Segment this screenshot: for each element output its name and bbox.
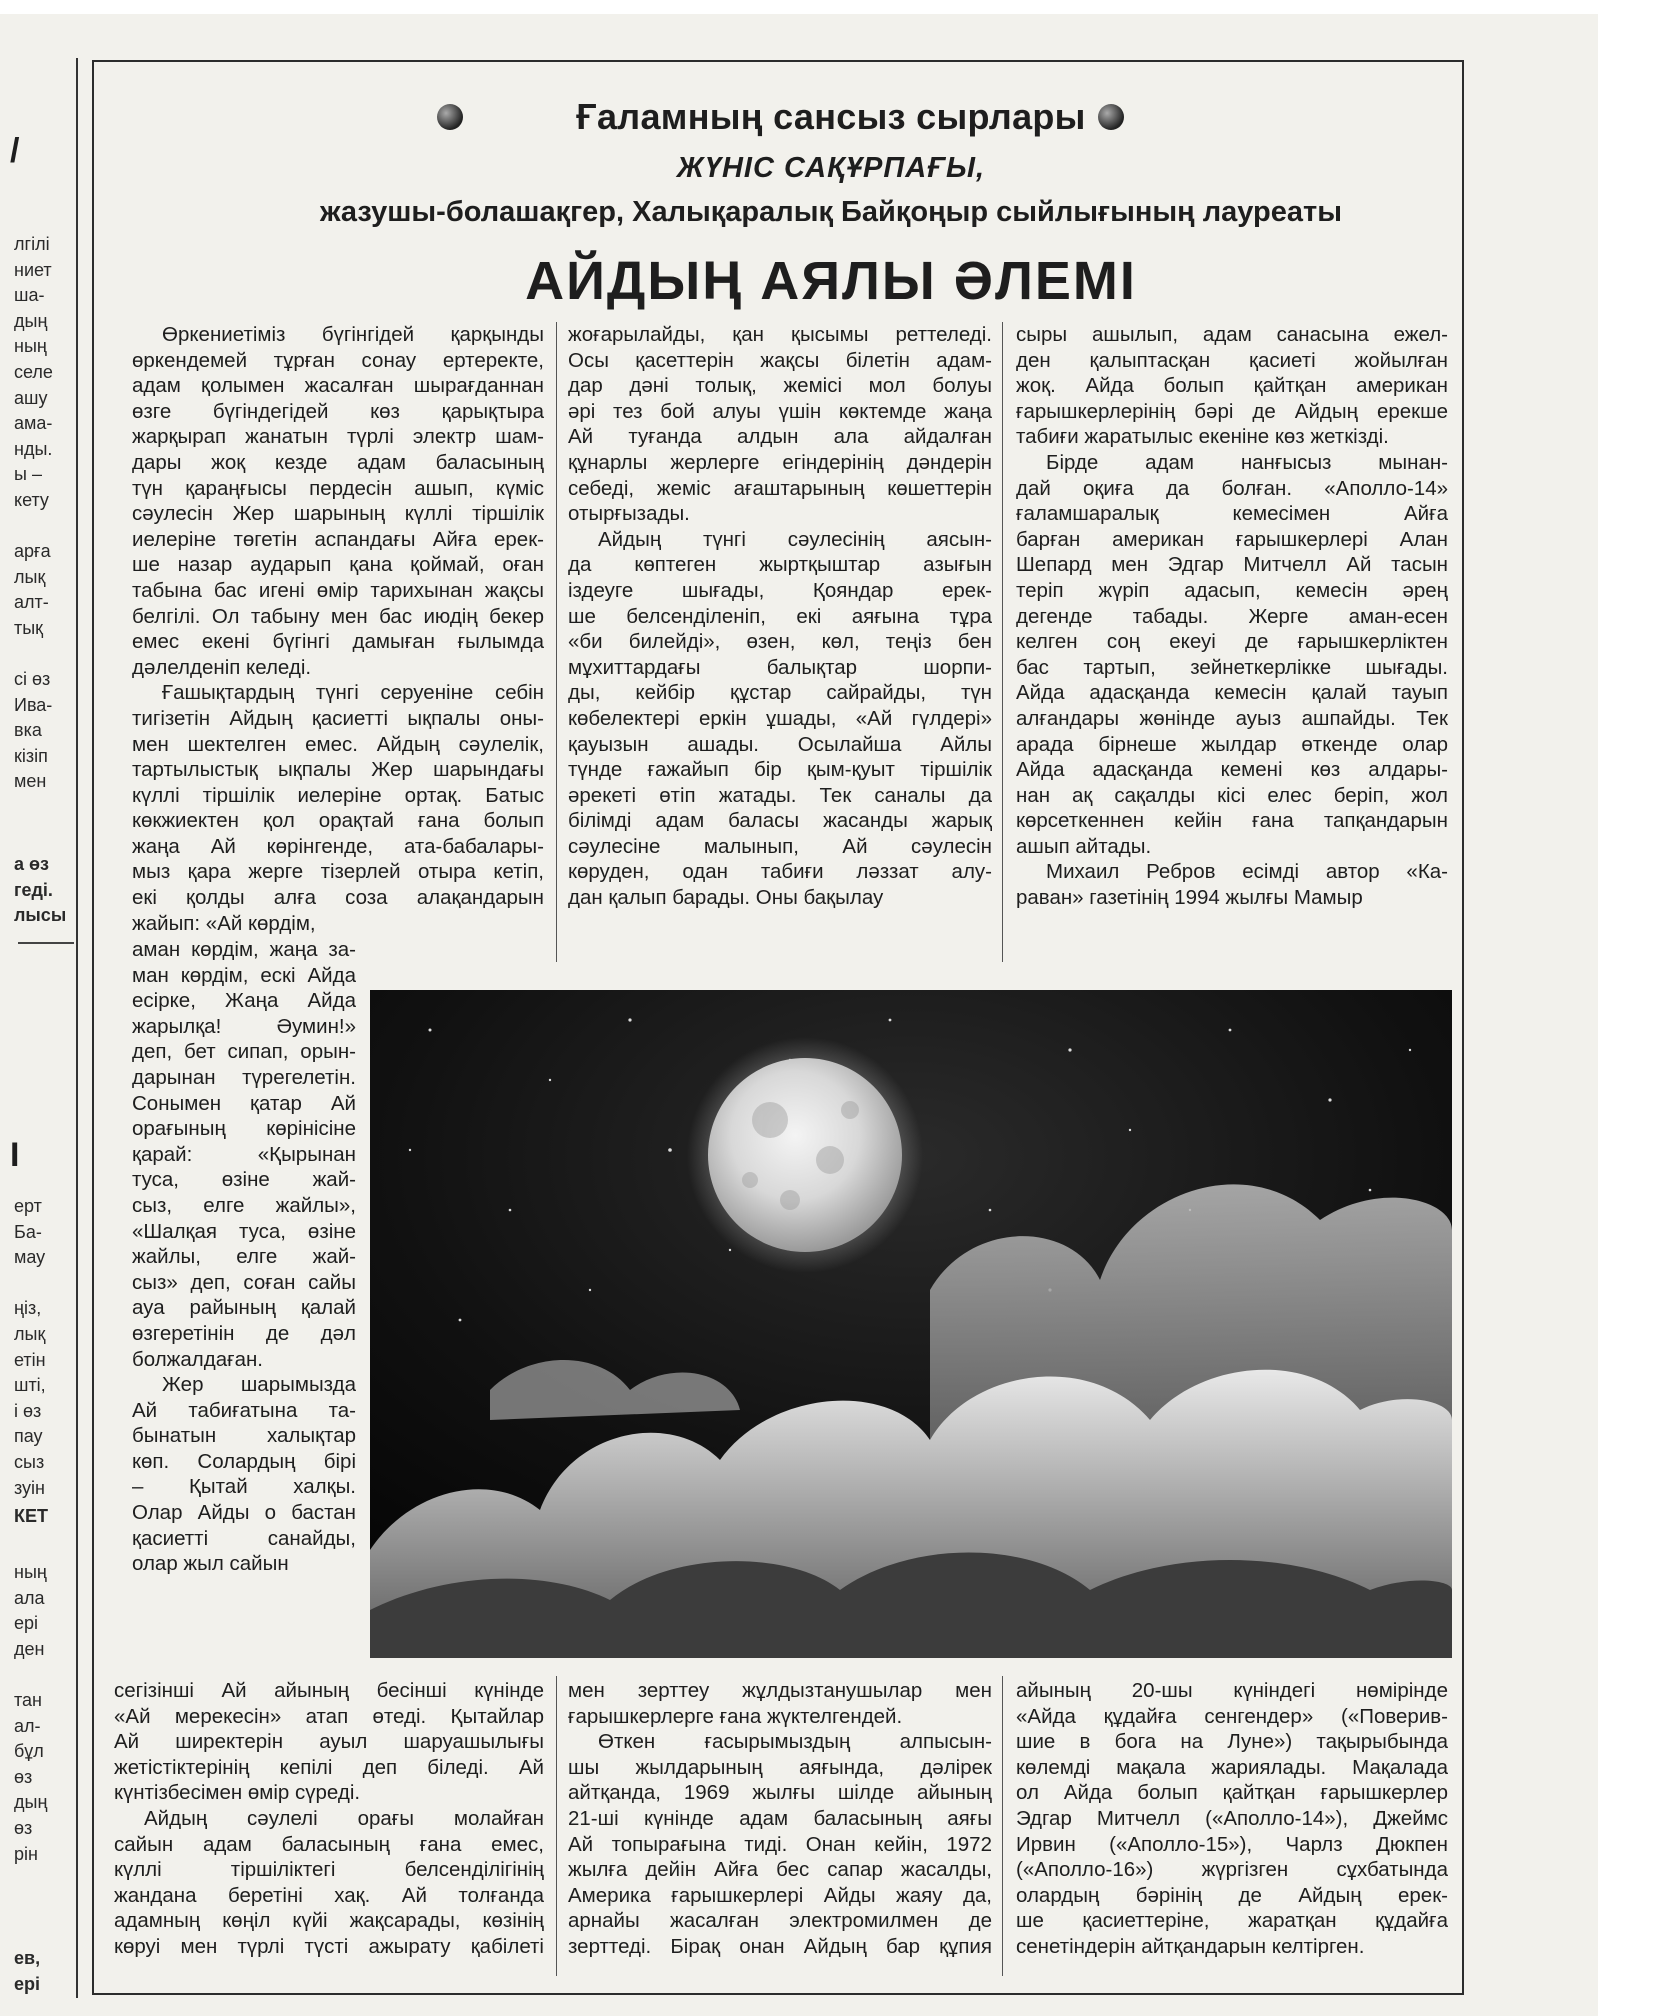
text-line: ғарышкерлерге ғана жүктелгендей. — [568, 1704, 903, 1728]
column-divider — [1002, 1676, 1003, 1976]
fragment-line: ері — [14, 1613, 39, 1634]
fragment-line: ден — [14, 1638, 45, 1659]
fragment-line: а өз — [14, 854, 49, 874]
neighbor-text-b-bold — [14, 1504, 82, 1530]
text-line: сайын адам баласының ғана емес, — [114, 1832, 544, 1856]
column-1-top — [132, 322, 544, 936]
text-line: мен шектелген емес. Айдың сәулелік, — [132, 732, 544, 756]
text-line: Айда адасқанда кемесін қалай тауып — [1016, 681, 1448, 705]
text-line: ше назар аударып қана қоймай, оған — [132, 553, 544, 577]
text-line: Ай табиғатына та- — [132, 1398, 356, 1422]
text-line: сегізінші Ай айының бесінші күнінде — [114, 1679, 544, 1702]
column-3-top — [1016, 322, 1448, 911]
fragment-line: селе — [14, 361, 53, 382]
fragment-line: КЕТ — [14, 1506, 48, 1526]
text-line: көрсеткеннен кейін ғана тапқандарын — [1016, 809, 1448, 833]
fragment-line: ша- — [14, 285, 45, 306]
text-line: жылға дейін Айға бес сапар жасалды, — [568, 1858, 992, 1882]
column-2-bottom — [568, 1678, 992, 1960]
text-line: жарылқа! Әумин!» — [132, 1014, 356, 1038]
text-line: дай оқиға да болған. «Аполло-14» — [1016, 476, 1448, 500]
fragment-line: ның — [14, 336, 47, 357]
fragment-line: лгілі — [14, 234, 50, 254]
fragment-line: нды. — [14, 438, 53, 459]
fragment-line: дың — [14, 310, 48, 331]
fragment-line: зуін — [14, 1477, 45, 1498]
fragment-line: мау — [14, 1247, 46, 1268]
text-line: туса, өзіне жай- — [132, 1168, 356, 1192]
text-line: Айда адасқанда кемені көз алдары- — [1016, 758, 1448, 782]
text-line: айының 20-шы күніндегі нөмірінде — [1016, 1679, 1448, 1702]
text-line: бас тартып, зейнеткерлікке шығады. — [1016, 655, 1448, 679]
fragment-line: өз — [14, 1766, 33, 1787]
text-line: күллі тіршілік иелеріне ортақ. Батыс — [132, 783, 544, 807]
neighbor-text-a — [14, 232, 82, 795]
text-line: ше белсенділеніп, екі аяғына тұра — [568, 604, 992, 628]
text-line: іздеуге шығады, Қояндар ерек- — [568, 578, 992, 602]
text-line: тигізетін Айдың қасиетті ықпалы оны- — [132, 706, 544, 730]
fragment-line: ала — [14, 1587, 45, 1608]
text-line: сыз, елге жайлы», — [132, 1193, 356, 1217]
text-line: ауа райының қалай — [132, 1296, 356, 1320]
fragment-line — [14, 1271, 82, 1297]
fragment-line: арға — [14, 541, 51, 562]
fragment-line: сыз — [14, 1451, 45, 1472]
text-line: олардың бәрінің де Айдың ерек- — [1016, 1883, 1448, 1907]
fragment-line: лық — [14, 566, 46, 587]
text-line: сәулесіне малынып, Ай сәулесін — [568, 834, 992, 858]
column-1-wrap — [132, 937, 356, 1577]
text-line: ғарышкерлерінің бәрі де Айдың ерекше — [1016, 399, 1448, 423]
text-line: дәлелденіп келеді. — [132, 655, 312, 679]
fragment-line: ев, — [14, 1948, 41, 1968]
fragment-line: ері — [14, 1973, 41, 1994]
text-line: табиғи жаратылыс екеніне көз жеткізді. — [1016, 425, 1389, 449]
fragment-line: ның — [14, 1562, 47, 1582]
text-line: жайып: «Ай көрдім, — [132, 911, 316, 935]
text-line: күллі тіршіліктегі белсенділігінің — [114, 1858, 544, 1882]
column-divider — [556, 322, 557, 962]
fragment-line: пау — [14, 1426, 43, 1447]
text-line: Өркениетіміз бүгінгідей қарқынды — [162, 323, 544, 346]
text-line: жоғарылайды, қан қысымы реттеледі. — [568, 323, 992, 346]
text-line: да көптеген жыртқыштар азығын — [568, 553, 992, 577]
text-line: деп, бет сипап, орын- — [132, 1040, 356, 1064]
text-line: түн қараңғысы пердесін ашып, күміс — [132, 476, 544, 500]
text-line: шие в бога на Луне») тақырыбында — [1016, 1730, 1448, 1754]
text-line: емес екені бүгінгі дамыған ғылымда — [132, 630, 544, 654]
text-line: көруі мен түрлі түсті ажырату қабілеті — [114, 1934, 544, 1958]
neighbor-heading: / — [10, 132, 20, 170]
text-line: дар дәні толық, жемісі мол болуы — [568, 374, 992, 398]
column-divider — [1002, 322, 1003, 962]
text-line: Ғашықтардың түнгі серуеніне себін — [162, 681, 544, 705]
text-line: бынатын халықтар — [132, 1424, 356, 1448]
fragment-line: лысы — [14, 905, 67, 926]
text-line: көбелектері еркін ұшады, «Ай гүлдері» — [568, 706, 992, 730]
text-line: Ай ширектерін ауыл шаруашылығы — [114, 1730, 544, 1754]
fragment-line: дың — [14, 1792, 48, 1813]
text-line: Ай топырағына тиді. Онан кейін, 1972 — [568, 1832, 992, 1856]
column-1-bottom — [114, 1678, 544, 1960]
text-line: алғандары жөнінде ауыз ашпайды. Тек — [1016, 706, 1448, 730]
text-line: Жер шарымызда — [162, 1373, 356, 1397]
fragment-line: етін — [14, 1349, 46, 1370]
fragment-line — [14, 642, 82, 668]
fragment-line: ерт — [14, 1196, 42, 1216]
text-line: әрекеті өтіп жатады. Тек саналы да — [568, 783, 992, 807]
text-line: Айдың түнгі сәулесінің аясын- — [598, 527, 992, 551]
fragment-line: кету — [14, 489, 49, 510]
text-line: жетістіктерінің кепілі деп біледі. Ай — [114, 1755, 544, 1779]
neighbor-text-c-bold — [14, 1946, 82, 1997]
fragment-line: ы – — [14, 464, 42, 485]
rubric: Ғаламның сансыз сырлары — [576, 96, 1086, 137]
text-line: сенетіндерін айтқандарын келтірген. — [1016, 1934, 1365, 1958]
scan-margin-top — [0, 0, 1662, 14]
text-line: дарынан түрегелетін. — [132, 1065, 356, 1089]
neighbor-text-b — [14, 1194, 82, 1501]
text-line: тартылыстық ықпалы Жер шарындағы — [132, 758, 544, 782]
fragment-line: геді. — [14, 879, 53, 900]
fragment-line: вка — [14, 720, 42, 741]
text-line: ден қалыптасқан қасиеті жойылған — [1016, 348, 1448, 372]
text-line: себеді, жеміс ағаштарының көшеттерін — [568, 476, 992, 500]
text-line: ман көрдім, ескі Айда — [132, 963, 356, 987]
text-line: мұхиттардағы балықтар шорпи- — [568, 655, 992, 679]
text-line: белгілі. Ол табыну мен бас июдің бекер — [132, 604, 544, 628]
divider — [18, 942, 74, 944]
text-line: қауызын ашады. Осылайша Айлы — [568, 732, 992, 756]
text-line: келген соң екеуі де ғарышкерліктен — [1016, 630, 1448, 654]
fragment-line: тан — [14, 1689, 42, 1710]
neighbor-text-a-bold — [14, 852, 82, 929]
column-3-bottom — [1016, 1678, 1448, 1960]
text-line: жандана беретіні хақ. Ай толғанда — [114, 1883, 544, 1907]
text-line: өзгеретінін де дәл — [132, 1321, 356, 1345]
text-line: жоқ. Айда болып қайтқан американ — [1016, 374, 1448, 398]
text-line: көруден, одан табиғи ләззат алу- — [568, 860, 992, 884]
text-line: жаңа Ай көрінгенде, ата-бабалары- — [132, 834, 544, 858]
text-line: өзге бүгіндегідей көз қарықтыра — [132, 399, 544, 423]
fragment-line: лық — [14, 1323, 46, 1344]
author-name: ЖҮНІС САҚҰРПАҒЫ, — [676, 152, 986, 184]
text-line: айтқанда, 1969 жылғы шілде айының — [568, 1781, 992, 1805]
fragment-line: өз — [14, 1817, 33, 1838]
fragment-line — [14, 514, 82, 540]
text-line: дегенде табады. Жерге аман-есен — [1016, 604, 1448, 628]
text-line: сыз» деп, соған сайы — [132, 1270, 356, 1294]
text-line: жарқырап жанатын түрлі электр шам- — [132, 425, 544, 449]
text-line: сыры ашылып, адам санасына ежел- — [1016, 323, 1448, 346]
fragment-line: шті, — [14, 1375, 46, 1396]
text-line: құнарлы жерлерге егіндерінің дәндерін — [568, 450, 992, 474]
text-line: Өткен ғасырымыздың алпысын- — [598, 1730, 992, 1754]
author-role: жазушы-болашақгер, Халықаралық Байқоңыр сыйлығының лауреаты — [320, 196, 1342, 228]
fragment-line: сі өз — [14, 669, 51, 690]
text-line: екі қолды алға соза алақандарын — [132, 886, 544, 910]
text-line: шы жылдарының аяғында, дәлірек — [568, 1755, 992, 1779]
text-line: дан қалып барады. Оны бақылау — [568, 886, 884, 910]
text-line: аман көрдім, жаңа за- — [132, 938, 356, 961]
text-line: арнайы жасалған электромилмен де — [568, 1909, 992, 1933]
text-line: адамның көңіл күйі жақсарады, көзінің — [114, 1909, 544, 1933]
text-line: «Айда құдайға сенгендер» («Поверив- — [1016, 1704, 1448, 1728]
text-line: табына бас игені өмір тарихынан жақсы — [132, 578, 544, 602]
text-line: жайлы, елге жай- — [132, 1245, 356, 1269]
moon — [708, 1058, 902, 1252]
column-divider — [556, 1676, 557, 1976]
text-line: Айдың сәулелі орағы молайған — [144, 1806, 544, 1830]
text-line: отырғызады. — [568, 502, 690, 526]
headline: АЙДЫҢ АЯЛЫ ӘЛЕМІ — [525, 251, 1137, 311]
text-line: иелеріне төгетін аспандағы Айға ерек- — [132, 527, 544, 551]
fragment-line: алт- — [14, 592, 49, 613]
moon-photo — [370, 990, 1452, 1658]
text-line: мыз қара жерге тізерлей отыра кетіп, — [132, 860, 544, 884]
text-line: Ай туғанда алдын ала айдалған — [568, 425, 992, 449]
text-line: әрі тез бой алуы үшін көктемде жаңа — [568, 399, 992, 423]
fragment-line: ал- — [14, 1715, 41, 1736]
text-line: болжалдаған. — [132, 1347, 263, 1371]
text-line: түнде ғажайып бір қым-қуыт тіршілік — [568, 758, 992, 782]
fragment-line — [14, 1662, 82, 1688]
text-line: Олар Айды о бастан — [132, 1501, 356, 1525]
text-line: көлемді мақала жариялады. Мақалада — [1016, 1755, 1448, 1779]
fragment-line: мен — [14, 771, 47, 792]
text-line: мен зерттеу жұлдызтанушылар мен — [568, 1679, 992, 1702]
neighbor-text-c — [14, 1560, 82, 1867]
fragment-line: і өз — [14, 1400, 42, 1421]
text-line: («Аполло-16») жүргізген сұхбатында — [1016, 1858, 1448, 1882]
text-line: ол Айда болып қайтқан ғарышкерлер — [1016, 1781, 1448, 1805]
fragment-line: кізіп — [14, 745, 48, 766]
text-line: сәулесін Жер шарының күллі тіршілік — [132, 502, 544, 526]
text-line: раван» газетінің 1994 жылғы Мамыр — [1016, 886, 1363, 910]
text-line: күнтізбесімен өмір сүреді. — [114, 1781, 361, 1805]
fragment-line: ниет — [14, 259, 52, 280]
text-line: арада бірнеше жылдар өткенде олар — [1016, 732, 1448, 756]
text-line: қасиетті санайды, — [132, 1526, 356, 1550]
text-line: 21-ші күнінде адам баласының аяғы — [568, 1806, 992, 1830]
text-line: нан ақ сақалды кісі елес беріп, жол — [1016, 783, 1448, 807]
text-line: ше қасиеттеріне, жаратқан құдайға — [1016, 1909, 1448, 1933]
fragment-line: ашу — [14, 387, 48, 408]
text-line: ды, кейбір құстар сайрайды, түн — [568, 681, 992, 705]
text-line: көп. Солардың бірі — [132, 1449, 356, 1473]
column-2-top — [568, 322, 992, 911]
fragment-line: тық — [14, 617, 44, 638]
fragment-line: Ива- — [14, 694, 53, 715]
text-line: «Шалқая туса, өзіне — [132, 1219, 356, 1243]
text-line: «би билейді», өзен, көл, теңіз бен — [568, 630, 992, 654]
text-line: Шепард мен Эдгар Митчелл Ай тасын — [1016, 553, 1448, 577]
fragment-line: рін — [14, 1843, 38, 1864]
fragment-line: ңіз, — [14, 1298, 42, 1319]
text-line: Осы қасеттерін жақсы білетін адам- — [568, 348, 992, 372]
text-line: ғаламшаралық кемесімен Айға — [1016, 502, 1448, 526]
text-line: «Ай мерекесін» атап өтеді. Қытайлар — [114, 1704, 544, 1728]
text-line: көкжиектен қол орақтай ғана болып — [132, 809, 544, 833]
text-line: Михаил Ребров есімді автор «Ка- — [1046, 860, 1448, 884]
text-line: теріп жүріп адасып, кемесін әрең — [1016, 578, 1448, 602]
text-line: Бірде адам нанғысыз мынан- — [1046, 450, 1448, 474]
text-line: адам қолымен жасалған шырағданнан — [132, 374, 544, 398]
text-line: зерттеді. Бірақ онан Айдың бар құпия — [568, 1934, 992, 1958]
text-line: Америка ғарышкерлері Айды жаяу да, — [568, 1883, 992, 1907]
moon-night-sky-image — [370, 990, 1452, 1658]
text-line: білімді адам баласы жасанды жарық — [568, 809, 992, 833]
text-line: қарай: «Қырынан — [132, 1142, 356, 1166]
text-line: Сонымен қатар Ай — [132, 1091, 356, 1115]
fragment-line: Ба- — [14, 1221, 42, 1242]
text-line: өркендемей тұрған сонау ертеректе, — [132, 348, 544, 372]
text-line: есірке, Жаңа Айда — [132, 989, 356, 1013]
fragment-line: ама- — [14, 413, 53, 434]
text-line: Ирвин («Аполло-15»), Чарлз Дюкпен — [1016, 1832, 1448, 1856]
text-line: Эдгар Митчелл («Аполло-14»), Джеймс — [1016, 1806, 1448, 1830]
fragment-line: бұл — [14, 1741, 44, 1762]
text-line: олар жыл сайын — [132, 1552, 289, 1576]
neighbor-heading: I — [10, 1136, 20, 1174]
text-line: дары жоқ кезде адам баласының — [132, 450, 544, 474]
text-line: барған американ ғарышкерлері Алан — [1016, 527, 1448, 551]
text-line: орағының көрінісіне — [132, 1117, 356, 1141]
text-line: ашып айтады. — [1016, 834, 1152, 858]
text-line: – Қытай халқы. — [132, 1475, 356, 1499]
